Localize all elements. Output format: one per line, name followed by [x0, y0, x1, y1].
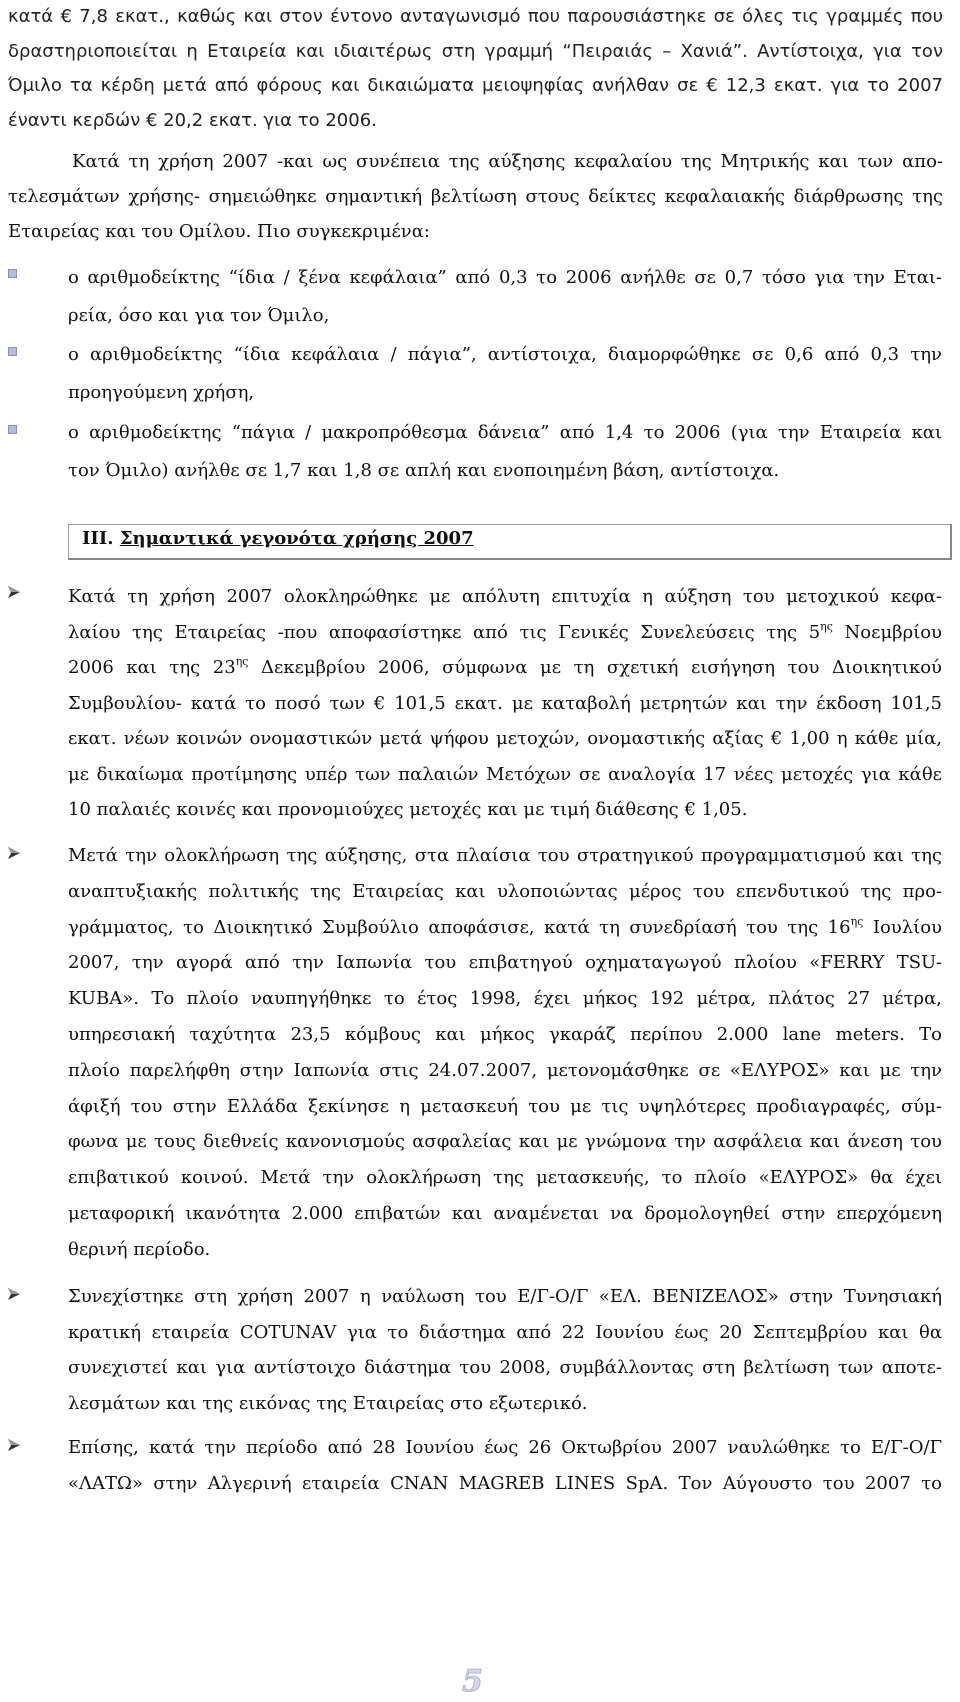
text-line: Μετά την ολοκλήρωση της αύξησης, στα πλαίσια του στρατηγικού προγραμματισμού και της	[68, 845, 942, 866]
arrow-bullet-icon	[6, 1437, 22, 1453]
text-line: ο αριθμοδείκτης “ίδια / ξένα κεφάλαια” από 0,3 το 2006 ανήλθε σε 0,7 τόσο για την Εται-	[68, 267, 942, 288]
text-line: άφιξή του στην Ελλάδα ξεκίνησε η μετασκευή του με τις υψηλότερες προδιαγραφές, σύμ-	[68, 1095, 942, 1117]
arrow-bullet-icon	[6, 584, 22, 600]
ratio-item	[68, 414, 942, 490]
text-line	[68, 615, 942, 651]
text-line: αναπτυξιακής πολιτικής της Εταιρείας και υλοποιώντας μέρος του επενδυτικού της προ-	[68, 880, 942, 902]
text-line: υπηρεσιακή ταχύτητα 23,5 κόμβους και μήκος γκαράζ περίπου 2.000 lane meters. Το	[68, 1023, 942, 1045]
text-line: ρεία, όσο και για τον Όμιλο,	[68, 305, 330, 326]
text-line: μεταφορική ικανότητα 2.000 επιβατών και αναμένεται να δρομολογηθεί στην επερχόμενη	[68, 1202, 942, 1224]
text-line: κρατική εταιρεία COTUNAV για το διάστημα από 22 Ιουνίου έως 20 Σεπτεμβρίου και θα	[68, 1321, 942, 1343]
profit-paragraph	[8, 0, 943, 138]
text-line: Συμβουλίου- κατά το ποσό των € 101,5 εκατ. με καταβολή μετρητών και την έκδοση 101,5	[68, 692, 942, 714]
text-line: συνεχιστεί και για αντίστοιχο διάστημα του 2008, συμβάλλοντας στη βελτίωση των αποτε-	[68, 1357, 942, 1378]
page-number: 5	[462, 1664, 483, 1699]
ordinal-superscript: ης	[850, 914, 864, 928]
text-line: τον Όμιλο) ανήλθε σε 1,7 και 1,8 σε απλή και ενοποιημένη βάση, αντίστοιχα.	[68, 460, 780, 481]
text-segment: Δεκεμβρίου 2006, σύμφωνα με τη σχετική εισήγηση του Διοικητικού	[248, 657, 942, 678]
ordinal-superscript: ης	[235, 655, 249, 668]
text-line: KUBA». Το πλοίο ναυπηγήθηκε το έτος 1998, έχει μήκος 192 μέτρα, πλάτος 27 μέτρα,	[68, 988, 942, 1010]
capital-structure-paragraph	[8, 144, 943, 249]
section-number: III.	[82, 528, 114, 549]
arrow-bullet-icon	[6, 1286, 22, 1302]
text-segment: 2006 και της 23	[68, 657, 236, 678]
text-line: ο αριθμοδείκτης “πάγια / μακροπρόθεσμα δάνεια” από 1,4 το 2006 (για την Εταιρεία και	[68, 422, 942, 443]
event-lato-charter	[68, 1430, 942, 1502]
square-bullet-icon	[8, 425, 17, 434]
arrow-bullet-icon	[6, 845, 22, 861]
text-line: εκατ. νέων κοινών ονομαστικών μετά ψήφου μετοχών, ονομαστικής αξίας € 1,00 η κάθε μία,	[68, 728, 942, 749]
text-line: με δικαίωμα προτίμησης υπέρ των παλαιών Μετόχων σε αναλογία 17 νέες μετοχές για κάθε	[68, 763, 942, 785]
event-venizelos-charter	[68, 1279, 942, 1421]
text-line: Επίσης, κατά την περίοδο από 28 Ιουνίου έως 26 Οκτωβρίου 2007 ναυλώθηκε το Ε/Γ-Ο/Γ	[68, 1437, 942, 1458]
text-segment: Νοεμβρίου	[832, 621, 942, 643]
text-line: φωνα με τους διεθνείς κανονισμούς ασφαλείας και με γνώμονα την ασφάλεια και άνεση του	[68, 1131, 942, 1153]
text-line: προηγούμενη χρήση,	[68, 382, 255, 403]
text-line: Κατά τη χρήση 2007 ολοκληρώθηκε με απόλυτη επιτυχία η αύξηση του μετοχικού κεφα-	[68, 586, 942, 607]
text-segment: Ιουλίου	[863, 916, 942, 938]
text-line: πλοίο παρελήφθη στην Ιαπωνία στις 24.07.2007, μετονομάσθηκε σε «ΕΛΥΡΟΣ» και με την	[68, 1059, 942, 1081]
text-line: Όμιλο τα κέρδη μετά από φόρους και δικαιώματα μειοψηφίας ανήλθαν σε € 12,3 εκατ. για το 2007	[8, 75, 943, 96]
ratio-item	[68, 336, 942, 412]
event-share-capital-increase	[68, 579, 942, 828]
text-segment: λαίου της Εταιρείας -που αποφασίστηκε από τις Γενικές Συνελεύσεις της 5	[68, 621, 821, 643]
event-ferry-purchase	[68, 838, 942, 1268]
text-line: Συνεχίστηκε στη χρήση 2007 η ναύλωση του Ε/Γ-Ο/Γ «ΕΛ. ΒΕΝΙΖΕΛΟΣ» στην Τυνησιακή	[68, 1286, 942, 1307]
text-line: 2007, την αγορά από την Ιαπωνία του επιβατηγού οχηματαγωγού πλοίου «FERRY TSU-	[68, 952, 942, 974]
square-bullet-icon	[8, 269, 17, 278]
text-line: δραστηριοποιείται η Εταιρεία και ιδιαιτέρως στη γραμμή “Πειραιάς – Χανιά”. Αντίστοιχα, για τον	[8, 40, 943, 62]
text-line: ο αριθμοδείκτης “ίδια κεφάλαια / πάγια”, αντίστοιχα, διαμορφώθηκε σε 0,6 από 0,3 την	[68, 344, 942, 365]
text-line	[68, 910, 942, 946]
text-line: Κατά τη χρήση 2007 -και ως συνέπεια της αύξησης κεφαλαίου της Μητρικής και των απο-	[72, 151, 943, 172]
ratio-item	[68, 259, 942, 335]
text-line: 10 παλαιές κοινές και προνομιούχες μετοχές και με τιμή διάθεσης € 1,05.	[68, 799, 748, 820]
text-segment: γράμματος, το Διοικητικό Συμβούλιο αποφάσισε, κατά τη συνεδρίασή του της 16	[68, 916, 851, 938]
text-line: έναντι κερδών € 20,2 εκατ. για το 2006.	[8, 109, 377, 131]
section-title: Σημαντικά γεγονότα χρήσης 2007	[119, 528, 474, 549]
section-heading	[82, 528, 474, 549]
text-line: θερινή περίοδο.	[68, 1238, 211, 1260]
text-line: Εταιρείας και του Ομίλου. Πιο συγκεκριμένα:	[8, 221, 430, 242]
ordinal-superscript: ης	[820, 619, 833, 633]
text-line: τελεσμάτων χρήσης- σημειώθηκε σημαντική βελτίωση στους δείκτες κεφαλαιακής διάρθρωσης της	[8, 186, 943, 207]
text-line: λεσμάτων και της εικόνας της Εταιρείας στο εξωτερικό.	[68, 1392, 588, 1414]
text-line: κατά € 7,8 εκατ., καθώς και στον έντονο ανταγωνισμό που παρουσιάστηκε σε όλες τις γραμμές που	[8, 6, 943, 27]
text-line: επιβατικού κοινού. Μετά την ολοκλήρωση της μετασκευής, το πλοίο «ΕΛΥΡΟΣ» θα έχει	[68, 1167, 942, 1189]
square-bullet-icon	[8, 347, 17, 356]
text-line: «ΛΑΤΩ» στην Αλγερινή εταιρεία CNAN MAGREB LINES SpA. Τον Αύγουστο του 2007 το	[68, 1473, 942, 1494]
text-line	[68, 650, 942, 686]
